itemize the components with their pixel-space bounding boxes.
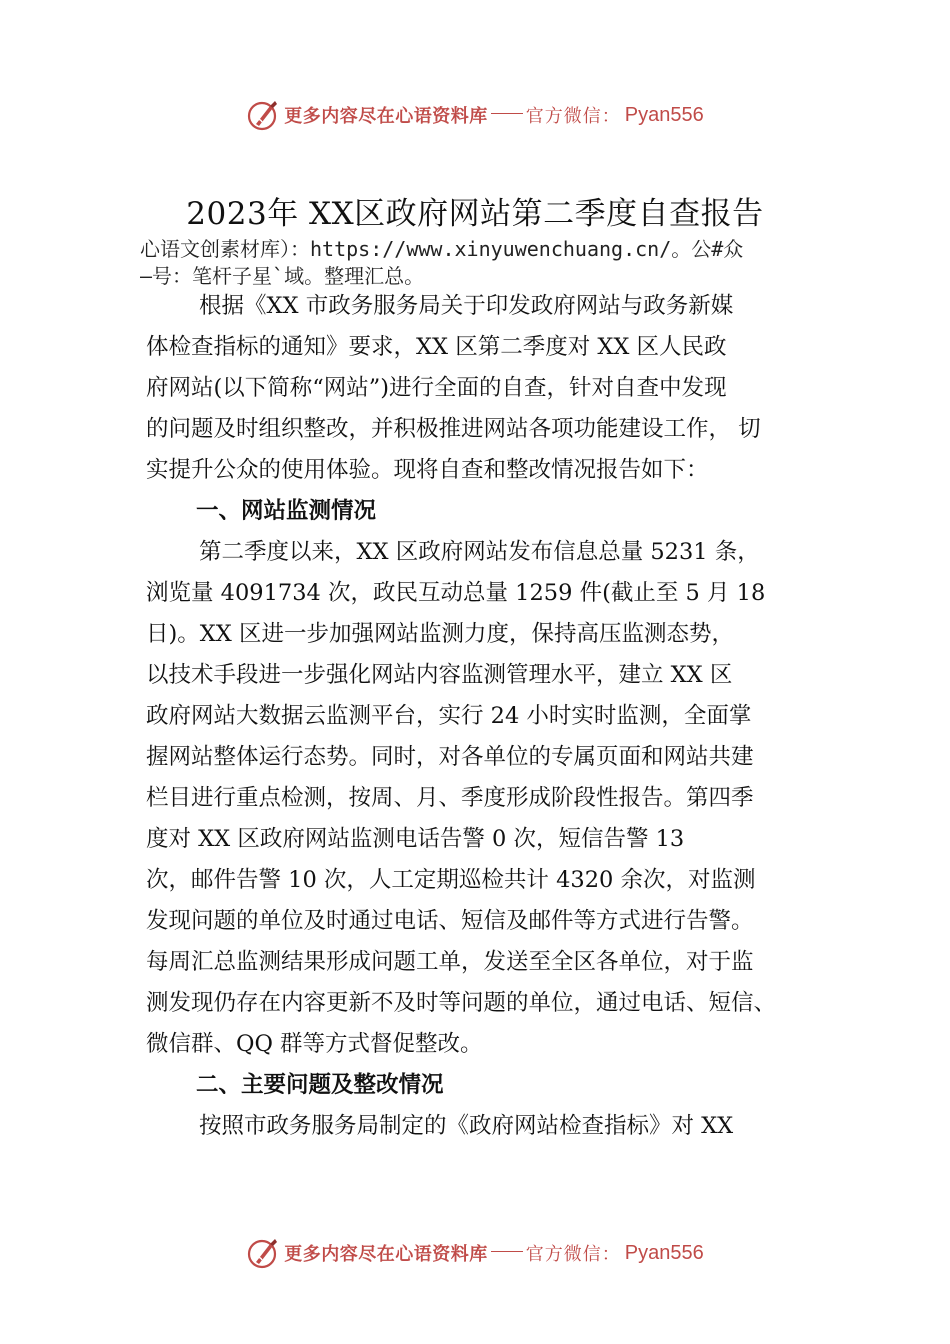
document-body xyxy=(146,286,846,1147)
paragraph-line: 握网站整体运行态势。同时，对各单位的专属页面和网站共建 xyxy=(146,744,754,770)
paragraph-line: 次，邮件告警 10 次，人工定期巡检共计 4320 余次，对监测 xyxy=(146,867,756,893)
pen-logo-icon xyxy=(246,1236,280,1270)
banner-text: 更多内容尽在心语资料库 xyxy=(284,106,488,127)
note-line: —号：笔杆子星`域。整理汇总。 xyxy=(140,264,425,288)
paragraph-line: 以技术手段进一步强化网站内容监测管理水平，建立 XX 区 xyxy=(146,662,733,688)
banner-dash xyxy=(491,1251,523,1252)
banner-account: Pyan556 xyxy=(624,1241,704,1264)
banner-account: Pyan556 xyxy=(624,103,704,126)
banner-text: 更多内容尽在心语资料库 xyxy=(284,1244,488,1265)
paragraph-line: 浏览量 4091734 次，政民互动总量 1259 件(截止至 5 月 18 xyxy=(146,580,766,606)
paragraph-line: 根据《XX 市政务服务局关于印发政府网站与政务新媒 xyxy=(199,293,734,319)
section-heading-1: 一、网站监测情况 xyxy=(196,498,377,524)
paragraph-line: 政府网站大数据云监测平台，实行 24 小时实时监测，全面掌 xyxy=(146,703,752,729)
paragraph-line: 每周汇总监测结果形成问题工单，发送至全区各单位，对于监 xyxy=(146,949,754,975)
paragraph-line: 日)。XX 区进一步加强网站监测力度，保持高压监测态势， xyxy=(146,621,734,647)
banner-dash xyxy=(491,113,523,114)
paragraph-line: 按照市政务服务局制定的《政府网站检查指标》对 XX xyxy=(199,1113,734,1139)
top-watermark-banner xyxy=(0,93,950,137)
banner-wechat-label: 官方微信： xyxy=(525,1244,621,1265)
section-heading-2: 二、主要问题及整改情况 xyxy=(196,1072,444,1098)
paragraph-line: 体检查指标的通知》要求，XX 区第二季度对 XX 区人民政 xyxy=(146,334,727,360)
pen-logo-icon xyxy=(246,98,280,132)
paragraph-line: 发现问题的单位及时通过电话、短信及邮件等方式进行告警。 xyxy=(146,908,754,934)
paragraph-line: 测发现仍存在内容更新不及时等问题的单位，通过电话、短信、 xyxy=(146,990,777,1016)
paragraph-line: 栏目进行重点检测，按周、月、季度形成阶段性报告。第四季 xyxy=(146,785,754,811)
paragraph-line: 第二季度以来，XX 区政府网站发布信息总量 5231 条， xyxy=(199,539,760,565)
source-note xyxy=(140,236,860,290)
paragraph-line: 微信群、QQ 群等方式督促整改。 xyxy=(146,1031,483,1057)
note-line: 心语文创素材库）：https://www.xinyuwenchuang.cn/。公#众 xyxy=(140,237,744,261)
document-title: 2023年 XX区政府网站第二季度自查报告 xyxy=(186,196,764,232)
paragraph-line: 府网站(以下简称“网站”)进行全面的自查，针对自查中发现 xyxy=(146,375,727,401)
paragraph-line: 实提升公众的使用体验。现将自查和整改情况报告如下： xyxy=(146,457,709,483)
banner-wechat-label: 官方微信： xyxy=(525,106,621,127)
paragraph-line: 的问题及时组织整改，并积极推进网站各项功能建设工作， 切 xyxy=(146,416,761,442)
bottom-watermark-banner xyxy=(0,1231,950,1275)
paragraph-line: 度对 XX 区政府网站监测电话告警 0 次，短信告警 13 xyxy=(146,826,685,852)
